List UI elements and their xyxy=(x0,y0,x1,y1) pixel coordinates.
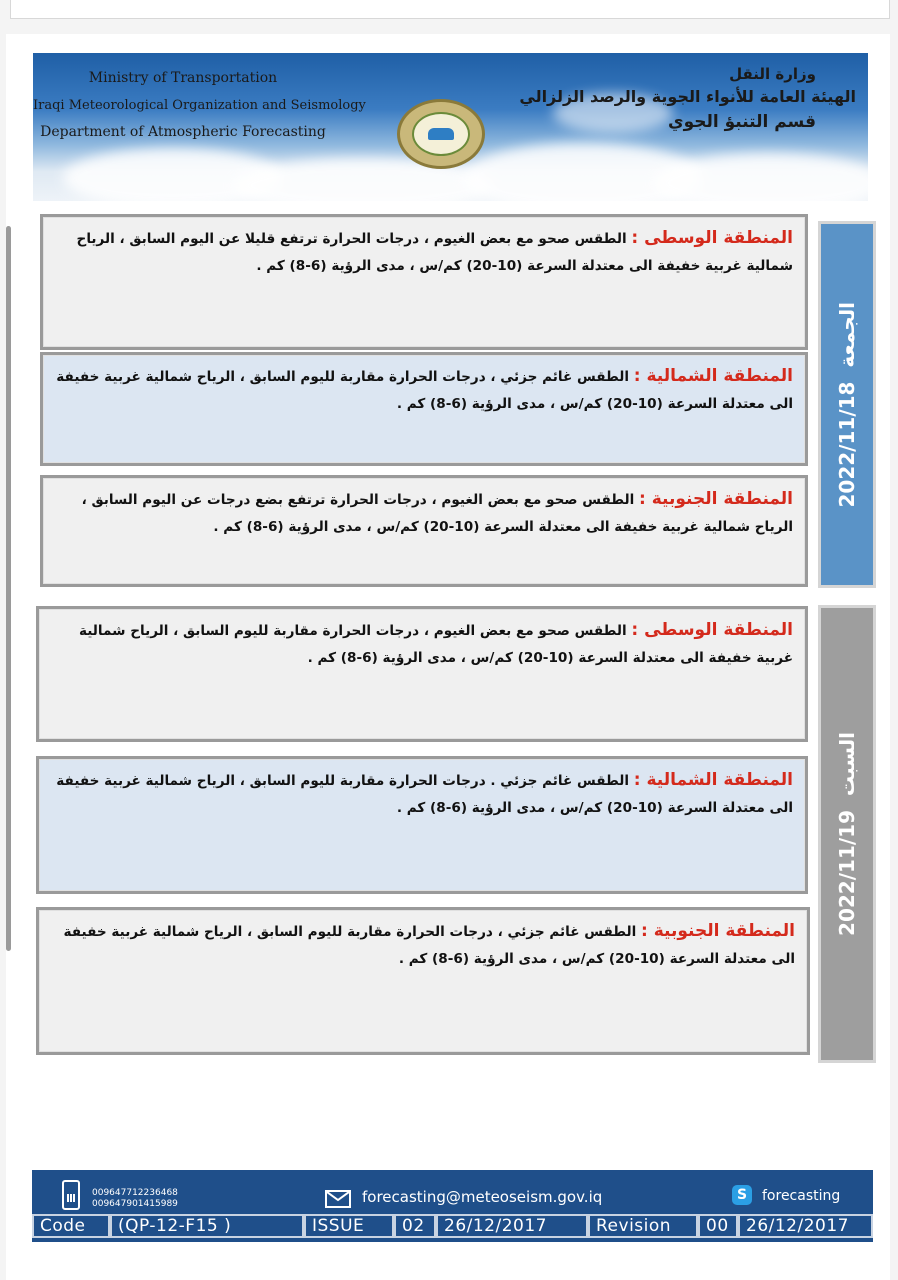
skype-icon: S xyxy=(732,1185,752,1205)
forecast-box-friday-central xyxy=(40,214,808,350)
document-code-bar xyxy=(32,1214,873,1238)
issue-value: 02 xyxy=(394,1214,436,1238)
header-english-block xyxy=(33,65,366,146)
date-friday: 2022/11/18 xyxy=(835,381,859,508)
letterhead-banner xyxy=(33,53,868,201)
forecast-text: الطقس غائم جزئي ، درجات الحرارة مقاربة لليوم السابق ، الرياح شمالية غربية خفيفة الى معتدلة السرعة (10-20) كم/س ، مدى الرؤية (6-8) كم . xyxy=(63,924,795,967)
contact-footer xyxy=(32,1170,873,1242)
organization-name-en: Iraqi Meteorological Organization and Seismology xyxy=(33,98,366,113)
phone-number[interactable]: 009647901415989 xyxy=(92,1199,178,1209)
region-title: المنطقة الوسطى : xyxy=(631,228,793,248)
ministry-name-ar: وزارة النقل xyxy=(729,65,816,83)
issue-label: ISSUE xyxy=(304,1214,394,1238)
previous-page-edge xyxy=(10,0,890,19)
organization-name-ar: الهيئة العامة للأنواء الجوية والرصد الزلزالي xyxy=(519,87,856,106)
forecast-text: الطقس صحو مع بعض الغيوم ، درجات الحرارة ترتفع بضع درجات عن اليوم السابق ، الرياح شمالية غربية خفيفة الى معتدلة السرعة (10-20) كم/س ، مدى الرؤية (6-8) كم . xyxy=(81,492,793,535)
email-link[interactable]: forecasting@meteoseism.gov.iq xyxy=(362,1188,603,1206)
ministry-name-en: Ministry of Transportation xyxy=(88,70,278,86)
forecast-text: الطقس صحو مع بعض الغيوم ، درجات الحرارة مقاربة لليوم السابق ، الرياح شمالية غربية خفيفة الى معتدلة السرعة (10-20) كم/س ، مدى الرؤية (6-8) كم . xyxy=(78,623,793,666)
phone-icon xyxy=(62,1180,80,1210)
region-title: المنطقة الجنوبية : xyxy=(639,489,793,509)
phone-numbers xyxy=(92,1188,178,1210)
revision-date: 26/12/2017 xyxy=(738,1214,873,1238)
scrollbar[interactable] xyxy=(6,226,11,951)
issue-date: 26/12/2017 xyxy=(436,1214,588,1238)
region-title: المنطقة الجنوبية : xyxy=(641,921,795,941)
forecast-text: الطقس غائم جزئي ، درجات الحرارة مقاربة لليوم السابق ، الرياح شمالية غربية خفيفة الى معتدلة السرعة (10-20) كم/س ، مدى الرؤية (6-8) كم . xyxy=(56,369,793,412)
weekday-friday: الجمعة xyxy=(835,301,859,368)
region-title: المنطقة الوسطى : xyxy=(631,620,793,640)
forecast-text: الطقس غائم جزئي . درجات الحرارة مقاربة لليوم السابق ، الرياح شمالية غربية خفيفة الى معتدلة السرعة (10-20) كم/س ، مدى الرؤية (6-8) كم . xyxy=(56,773,793,816)
forecast-text: الطقس صحو مع بعض الغيوم ، درجات الحرارة ترتفع قليلا عن اليوم السابق ، الرياح شمالية غربية خفيفة الى معتدلة السرعة (10-20) كم/س ، مدى الرؤية (6-8) كم . xyxy=(76,231,793,274)
day-label-saturday xyxy=(818,605,876,1063)
phone-number[interactable]: 009647712236468 xyxy=(92,1188,178,1198)
day-label-friday xyxy=(818,221,876,588)
revision-value: 00 xyxy=(698,1214,738,1238)
revision-label: Revision xyxy=(588,1214,698,1238)
department-name-ar: قسم التنبؤ الجوي xyxy=(668,112,816,132)
forecast-box-friday-north xyxy=(40,352,808,466)
region-title: المنطقة الشمالية : xyxy=(633,770,793,790)
forecast-box-friday-south xyxy=(40,475,808,587)
forecast-box-saturday-north xyxy=(36,756,808,894)
forecast-box-saturday-south xyxy=(36,907,810,1055)
header-arabic-block xyxy=(519,63,856,135)
department-name-en: Department of Atmospheric Forecasting xyxy=(40,124,326,140)
skype-contact[interactable]: forecasting xyxy=(762,1188,841,1204)
organization-logo xyxy=(397,99,485,169)
weekday-saturday: السبت xyxy=(835,732,859,797)
region-title: المنطقة الشمالية : xyxy=(633,366,793,386)
date-saturday: 2022/11/19 xyxy=(835,810,859,936)
forecast-box-saturday-central xyxy=(36,606,808,742)
mail-icon xyxy=(325,1190,351,1208)
code-value: (QP-12-F15 ) xyxy=(110,1214,304,1238)
code-label: Code xyxy=(32,1214,110,1238)
